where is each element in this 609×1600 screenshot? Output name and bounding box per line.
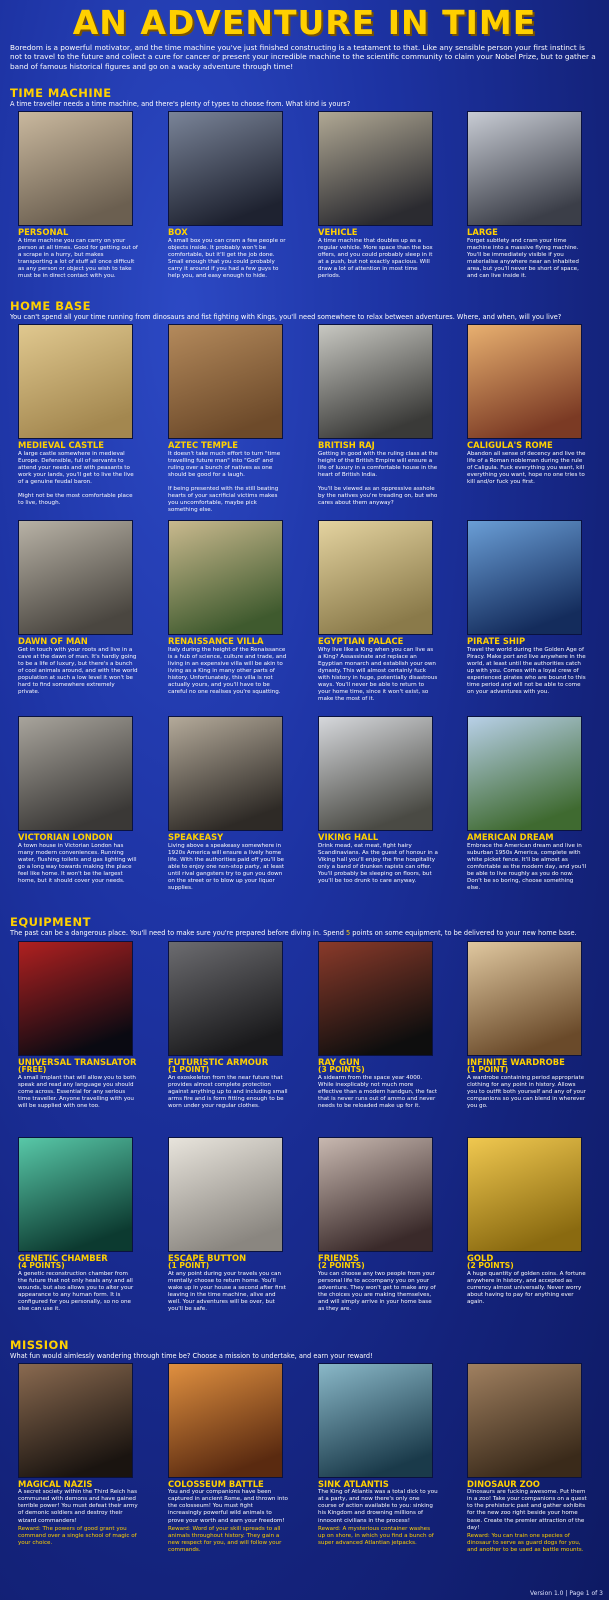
card-viking-hall[interactable]	[318, 716, 458, 885]
card-universal-translator[interactable]	[18, 941, 158, 1110]
card-genetic-chamber[interactable]	[18, 1137, 158, 1313]
viking-hall-image	[318, 716, 433, 831]
section-title-time-machine: TIME MACHINE	[10, 86, 112, 100]
card-title: GENETIC CHAMBER	[18, 1252, 108, 1263]
card-description: A town house in Victorian London has many modern conveniences. Running water, flushing toilets and gas lighting will go a long way towards making the place feel like home. It won't be the largest home, but it should cover your needs.	[18, 842, 137, 885]
card-cost: (FREE)	[18, 1065, 47, 1075]
card-description: A time machine you can carry on your person at all times. Good for getting out of a scrape in a hurry, but makes transporting a lot of stuff all once difficult as any person or object you wish to take must be in direct contact with you.	[18, 237, 138, 279]
card-title: INFINITE WARDROBE	[467, 1056, 565, 1067]
card-cost: (2 POINTS)	[467, 1261, 514, 1271]
section-time-machine	[0, 86, 609, 296]
card-cost: (1 POINT)	[168, 1065, 210, 1075]
card-pirate-ship[interactable]	[467, 520, 607, 696]
card-caligula-s-rome[interactable]	[467, 324, 607, 486]
card-cost: (4 POINTS)	[18, 1261, 65, 1271]
card-ray-gun[interactable]	[318, 941, 458, 1110]
card-cost: (3 POINTS)	[318, 1065, 365, 1075]
friends-image	[318, 1137, 433, 1252]
section-mission	[0, 1338, 609, 1593]
card-cost: (1 POINT)	[467, 1065, 509, 1075]
card-title: ESCAPE BUTTON	[168, 1252, 247, 1263]
card-title: AZTEC TEMPLE	[168, 440, 239, 451]
card-title: GOLD	[467, 1252, 494, 1263]
card-american-dream[interactable]	[467, 716, 607, 892]
section-desc-equipment	[0, 929, 609, 937]
card-reward: Reward: The powers of good grant you command over a single school of magic of your choice.	[18, 1525, 137, 1546]
card-title: CALIGULA'S ROME	[467, 440, 553, 451]
card-description: Embrace the American dream and live in suburban 1950s America, complete with white picket fence. It'll be almost as comfortable as the modern day, and you'll be able to live roughly as you do now. Don't be so boring, choose something else.	[467, 842, 587, 892]
card-title: LARGE	[467, 227, 498, 238]
british-raj-image	[318, 324, 433, 439]
card-description: A wardrobe containing period appropriate clothing for any point in history. Allows you to outfit both yourself and any of your companions so you can blend in wherever you go.	[467, 1074, 586, 1109]
personal-image	[18, 111, 133, 226]
card-description: Getting in good with the ruling class at the height of the British Empire will ensure a life of luxury in a comfortable house in the heart of British India. You'll be viewed as an oppressive asshole by the natives you're treading on, but who cares about them anyway?	[318, 450, 438, 507]
card-title: AMERICAN DREAM	[467, 832, 554, 843]
futuristic-armour-image	[168, 941, 283, 1056]
mission-grid	[0, 1363, 609, 1593]
section-desc-mission: What fun would aimlessly wandering through time be? Choose a mission to undertake, and earn your reward!	[10, 1351, 373, 1360]
genetic-chamber-image	[18, 1137, 133, 1252]
card-description: A secret society within the Third Reich has communed with demons and have gained terrible power! You must defeat their army of demonic soldiers and destroy their wizard commanders!	[18, 1489, 138, 1524]
card-description: A huge quantity of golden coins. A fortune anywhere in history, and accepted as currency almost universally. Never worry about having to pay for anything ever again.	[467, 1270, 586, 1305]
infinite-wardrobe-image	[467, 941, 582, 1056]
card-sink-atlantis[interactable]	[318, 1363, 458, 1547]
equipment-desc-post: points on some equipment, to be delivered to your new home base.	[350, 929, 577, 938]
american-dream-image	[467, 716, 582, 831]
dawn-of-man-image	[18, 520, 133, 635]
equipment-points: 5	[345, 929, 351, 938]
equipment-desc-pre: The past can be a dangerous place. You'll need to make sure you're prepared before diving in. Spend	[10, 929, 346, 938]
card-description: Italy during the height of the Renaissance is a hub of science, culture and trade, and living in an expensive villa will be akin to living as a King in many other parts of history. Unfortunately, this villa is not actually yours, and you'll have to be careful no one realises you're squatting.	[168, 646, 287, 696]
home-base-grid	[0, 324, 609, 912]
card-description: A sidearm from the space year 4000. While inexplicably not much more effective than a modern handgun, the fact that is never runs out of ammo and never needs to be reloaded make up for it.	[318, 1074, 438, 1109]
card-victorian-london[interactable]	[18, 716, 158, 885]
speakeasy-image	[168, 716, 283, 831]
equipment-grid	[0, 941, 609, 1335]
card-description: An exoskeleton from the near future that provides almost complete protection against anything up to and including small arms fire and is form fitting enough to be worn under your regular clothes.	[168, 1074, 288, 1109]
card-description: You can choose any two people from your personal life to accompany you on your adventure. They won't get to make any of the choices you are making themselves, and will simply arrive in your home base as they are.	[318, 1270, 436, 1312]
card-description: At any point during your travels you can mentally choose to return home. You'll wake up in your house a second after first leaving in the time machine, alive and well. Your adventures will be over, but you'll be safe.	[168, 1270, 286, 1312]
card-description: You and your companions have been captured in ancient Rome, and thrown into the colosseum! You must fight increasingly powerful wild animals to prove your worth and earn your freedom!	[168, 1489, 288, 1524]
card-title: UNIVERSAL TRANSLATOR	[18, 1056, 137, 1067]
card-description: Travel the world during the Golden Age of Piracy. Make port and live anywhere in the world, at least until the authorities catch up with you. Comes with a loyal crew of experienced pirates who are bound to this time period and will not be able to come on your adventures with you.	[467, 646, 586, 696]
card-renaissance-villa[interactable]	[168, 520, 308, 696]
card-personal[interactable]	[18, 111, 158, 280]
card-title: DINOSAUR ZOO	[467, 1478, 540, 1489]
card-description: A small implant that will allow you to both speak and read any language you should come across. Essential for any serious time traveller. Anyone travelling with you will be supplied with one too.	[18, 1074, 136, 1109]
card-title: MAGICAL NAZIS	[18, 1478, 93, 1489]
pirate-ship-image	[467, 520, 582, 635]
card-title: FRIENDS	[318, 1252, 359, 1263]
card-description: Get in touch with your roots and live in a cave at the dawn of man. It's hardly going to be a life of luxury, but there's a bunch of cool animals around, and with the world population at such a low level it won't be hard to find somewhere extremely private.	[18, 646, 138, 696]
card-description: A large castle somewhere in medieval Europe. Defensible, full of servants to attend your needs and with peasants to work your lands, you'll get to live the live of a genuine feudal baron. Might not be the most comfortable place to live, though.	[18, 450, 134, 507]
card-magical-nazis[interactable]	[18, 1363, 158, 1547]
card-reward: Reward: You can train one species of dinosaur to serve as guard dogs for you, and another to be used as battle mounts.	[467, 1532, 584, 1553]
card-large[interactable]	[467, 111, 607, 280]
card-reward: Reward: A mysterious container washes up on shore, in which you find a bunch of super advanced Atlantian jetpacks.	[318, 1525, 434, 1546]
card-description: Drink mead, eat meat, fight hairy Scandinavians. As the guest of honour in a Viking hall you'll enjoy the fine hospitality only a band of drunken rapists can offer. You'll probably be sleeping on floors, but you'll be too drunk to care anyway.	[318, 842, 438, 885]
card-description: The King of Atlantis was a total dick to you at a party, and now there's only one course of action available to you: sinking his Kingdom and drowning millions of innocent civilians in the process!	[318, 1489, 438, 1524]
card-description: It doesn't take much effort to turn "time travelling future man" into "God" and ruling over a bunch of natives as one should be good for a laugh. If being presented with the still beating hearts of your sacrificial victims makes you uncomfortable, maybe pick something else.	[168, 450, 281, 514]
footer: Version 1.0 | Page 1 of 3	[529, 1590, 603, 1597]
magical-nazis-image	[18, 1363, 133, 1478]
card-description: A time machine that doubles up as a regular vehicle. More space than the box offers, and you could probably sleep in it at a push, but not exactly spacious. Will draw a lot of attention in most time periods.	[318, 237, 433, 279]
dinosaur-zoo-image	[467, 1363, 582, 1478]
card-box[interactable]	[168, 111, 308, 280]
card-dawn-of-man[interactable]	[18, 520, 158, 696]
card-egyptian-palace[interactable]	[318, 520, 458, 703]
card-description: Forget subtlety and cram your time machine into a massive flying machine. You'll be immediately visible if you materialise anywhere near an inhabited area, but you'll never be short of space, and can live inside it.	[467, 237, 579, 279]
card-title: EGYPTIAN PALACE	[318, 636, 404, 647]
card-description: A genetic reconstruction chamber from the future that not only heals any and all wounds, but also allows you to alter your appearance to any human form. It is configured for you personally, so no one else can use it.	[18, 1270, 134, 1312]
card-cost: (1 POINT)	[168, 1261, 210, 1271]
card-description: Why live like a King when you can live as a King? Assassinate and replace an Egyptian monarch and establish your own dynasty. This will almost certainly fuck with history in huge, potentially disastrous ways. You'll never be able to return to your home time, since it won't exist, so make the most of it.	[318, 646, 438, 703]
universal-translator-image	[18, 941, 133, 1056]
section-desc-home-base: You can't spend all your time running from dinosaurs and fist fighting with Kings, you'll need somewhere to relax between adventures. Where, and when, will you live?	[10, 313, 562, 322]
card-medieval-castle[interactable]	[18, 324, 158, 507]
caligula-s-rome-image	[467, 324, 582, 439]
card-title: VIKING HALL	[318, 832, 379, 843]
section-title-home-base: HOME BASE	[10, 299, 92, 314]
ray-gun-image	[318, 941, 433, 1056]
card-colosseum-battle[interactable]	[168, 1363, 308, 1554]
section-title-equipment: EQUIPMENT	[10, 915, 91, 930]
renaissance-villa-image	[168, 520, 283, 635]
card-aztec-temple[interactable]	[168, 324, 308, 514]
card-speakeasy[interactable]	[168, 716, 308, 892]
aztec-temple-image	[168, 324, 283, 439]
card-title: FUTURISTIC ARMOUR	[168, 1056, 269, 1067]
card-escape-button[interactable]	[168, 1137, 308, 1313]
sink-atlantis-image	[318, 1363, 433, 1478]
card-title: VEHICLE	[318, 227, 358, 238]
card-reward: Reward: Word of your skill spreads to all animals throughout history. They gain a new respect for you, and will follow your commands.	[168, 1525, 282, 1553]
egyptian-palace-image	[318, 520, 433, 635]
card-futuristic-armour[interactable]	[168, 941, 308, 1110]
section-desc-time-machine: A time traveller needs a time machine, and there's plenty of types to choose from. What kind is yours?	[10, 100, 351, 108]
card-title: RAY GUN	[318, 1056, 360, 1067]
card-title: COLOSSEUM BATTLE	[168, 1478, 264, 1489]
card-cost: (2 POINTS)	[318, 1261, 365, 1271]
card-vehicle[interactable]	[318, 111, 458, 280]
card-gold[interactable]	[467, 1137, 607, 1306]
card-dinosaur-zoo[interactable]	[467, 1363, 607, 1554]
card-title: BRITISH RAJ	[318, 440, 375, 451]
card-british-raj[interactable]	[318, 324, 458, 507]
card-description: Dinosaurs are fucking awesome. Put them in a zoo! Take your companions on a quest to the prehistoric past and gather exhibits for the new zoo right beside your home base. Create the premier attraction of the day!	[467, 1489, 587, 1531]
time-machine-grid	[0, 111, 609, 296]
intro-text: Boredom is a powerful motivator, and the time machine you've just finished constructing is a testament to that. Like any sensible person your first instinct is not to travel to the future and collect a cure for cancer or present your incredible machine to the scientific community to claim your Nobel Prize, but to gather a band of famous historical figures and go on a wacky adventure through time!	[10, 43, 596, 71]
card-title: RENAISSANCE VILLA	[168, 636, 264, 647]
card-title: DAWN OF MAN	[18, 636, 88, 647]
card-title: SPEAKEASY	[168, 832, 224, 843]
page-title: AN ADVENTURE IN TIME	[72, 3, 537, 42]
colosseum-battle-image	[168, 1363, 283, 1478]
medieval-castle-image	[18, 324, 133, 439]
gold-image	[467, 1137, 582, 1252]
box-image	[168, 111, 283, 226]
escape-button-image	[168, 1137, 283, 1252]
victorian-london-image	[18, 716, 133, 831]
card-description: Living above a speakeasy somewhere in 1920s America will ensure a lively home life. With the authorities paid off you'll be able to enjoy one non-stop party, at least until rival gangsters try to gun you down on the street or to blow up your liquor supplies.	[168, 842, 285, 892]
section-title-mission: MISSION	[10, 1337, 69, 1352]
card-title: SINK ATLANTIS	[318, 1478, 389, 1489]
section-home-base	[0, 299, 609, 912]
card-title: VICTORIAN LONDON	[18, 832, 113, 843]
large-image	[467, 111, 582, 226]
section-equipment	[0, 915, 609, 1334]
card-description: Abandon all sense of decency and live the life of a Roman nobleman during the rule of Caligula. Fuck everything you want, kill everything you want, hope no one tries to kill and/or fuck you first.	[467, 450, 586, 486]
card-title: MEDIEVAL CASTLE	[18, 440, 104, 451]
card-title: BOX	[168, 227, 188, 238]
card-friends[interactable]	[318, 1137, 458, 1313]
card-infinite-wardrobe[interactable]	[467, 941, 607, 1110]
card-title: PIRATE SHIP	[467, 636, 526, 647]
vehicle-image	[318, 111, 433, 226]
card-title: PERSONAL	[18, 227, 69, 238]
card-description: A small box you can cram a few people or objects inside. It probably won't be comfortable, but it'll get the job done. Small enough that you could probably carry it around if you had a few guys to help you, and easy enough to hide.	[168, 237, 286, 279]
